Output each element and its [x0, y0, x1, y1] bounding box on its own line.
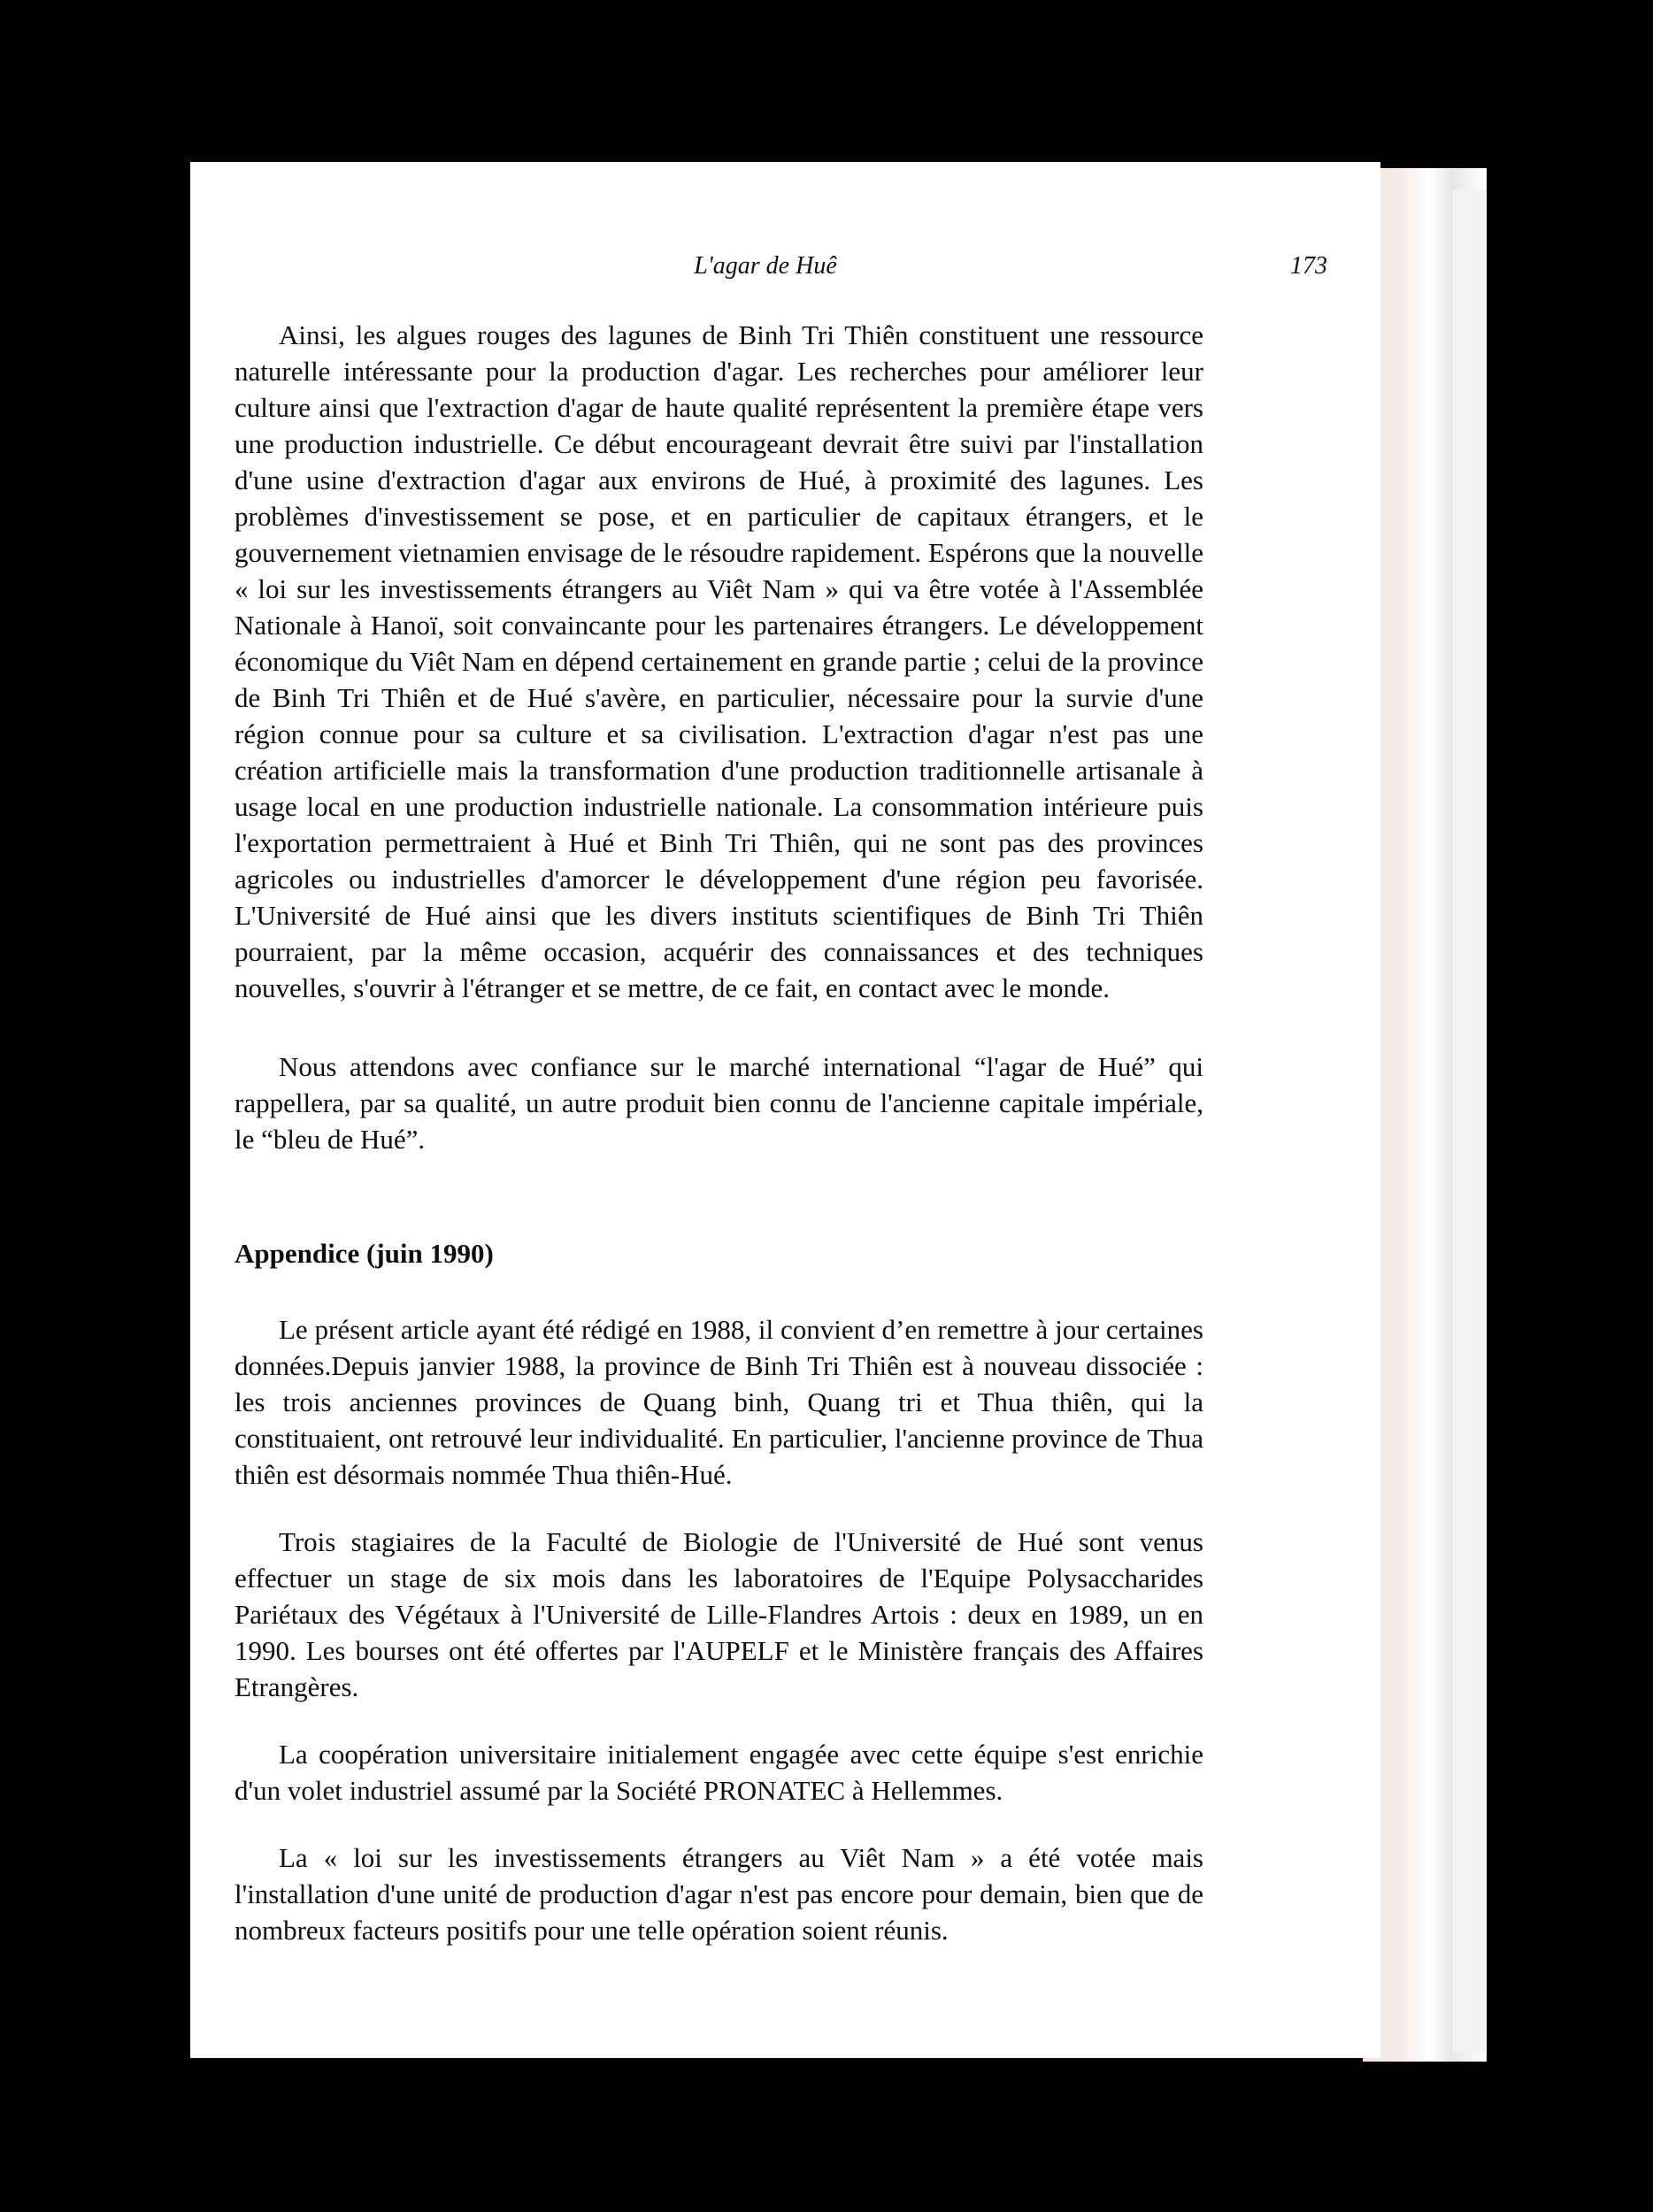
section-heading: Appendice (juin 1990) — [234, 1238, 494, 1269]
page-header — [190, 252, 1380, 288]
paragraph-1: Ainsi, les algues rouges des lagunes de Binh Tri Thiên constituent une ressource naturelle intéressante pour la production d'agar. Les recherches pour améliorer leur culture ainsi que l'extraction d'agar de haute qualité représentent la première étape vers une production industrielle. Ce début encourageant devrait être suivi par l'installation d'une usine d'extraction d'agar aux environs de Hué, à proximité des lagunes. Les problèmes d'investissement se pose, et en particulier de capitaux étrangers, et le gouvernement vietnamien envisage de le résoudre rapidement. Espérons que la nouvelle « loi sur les investissements étrangers au Viêt Nam » qui va être votée à l'Assemblée Nationale à Hanoï, soit convaincante pour les partenaires étrangers. Le développement économique du Viêt Nam en dépend certainement en grande partie ; celui de la province de Binh Tri Thiên et de Hué s'avère, en particulier, nécessaire pour la survie d'une région connue pour sa culture et sa civilisation. L'extraction d'agar n'est pas une création artificielle mais la transformation d'une production traditionnelle artisanale à usage local en une production industrielle nationale. La consommation intérieure puis l'exportation permettraient à Hué et Binh Tri Thiên, qui ne sont pas des provinces agricoles ou industrielles d'amorcer le développement d'une région peu favorisée. L'Université de Hué ainsi que les divers instituts scientifiques de Binh Tri Thiên pourraient, par la même occasion, acquérir des connaissances et des techniques nouvelles, s'ouvrir à l'étranger et se mettre, de ce fait, en contact avec le monde. — [234, 319, 1203, 1003]
paragraph-4: Trois stagiaires de la Faculté de Biologie de l'Université de Hué sont venus effectuer un stage de six mois dans les laboratoires de l'Equipe Polysaccharides Pariétaux des Végétaux à l'Université de Lille-Flandres Artois : deux en 1989, un en 1990. Les bourses ont été offertes par l'AUPELF et le Ministère français des Affaires Etrangères. — [234, 1526, 1203, 1702]
page-edge-back — [1451, 190, 1486, 2053]
book-page — [190, 162, 1380, 2058]
paragraph-3: Le présent article ayant été rédigé en 1988, il convient d’en remettre à jour certaines données.Depuis janvier 1988, la province de Binh Tri Thiên est à nouveau dissociée : les trois anciennes provinces de Quang binh, Quang tri et Thua thiên, qui la constituaient, ont retrouvé leur individualité. En particulier, l'ancienne province de Thua thiên est désormais nommée Thua thiên-Hué. — [234, 1314, 1203, 1490]
paragraph-2: Nous attendons avec confiance sur le marché international “l'agar de Hué” qui rappellera, par sa qualité, un autre produit bien connu de l'ancienne capitale impériale, le “bleu de Hué”. — [234, 1051, 1203, 1155]
paragraph-5: La coopération universitaire initialement engagée avec cette équipe s'est enrichie d'un volet industriel assumé par la Société PRONATEC à Hellemmes. — [234, 1739, 1203, 1806]
paragraph-6: La « loi sur les investissements étrangers au Viêt Nam » a été votée mais l'installation d'une unité de production d'agar n'est pas encore pour demain, bien que de nombreux facteurs positifs pour une telle opération soient réunis. — [234, 1842, 1203, 1946]
running-title: L'agar de Huê — [694, 252, 837, 280]
page-body — [234, 317, 1203, 1948]
page-number: 173 — [1290, 252, 1327, 280]
